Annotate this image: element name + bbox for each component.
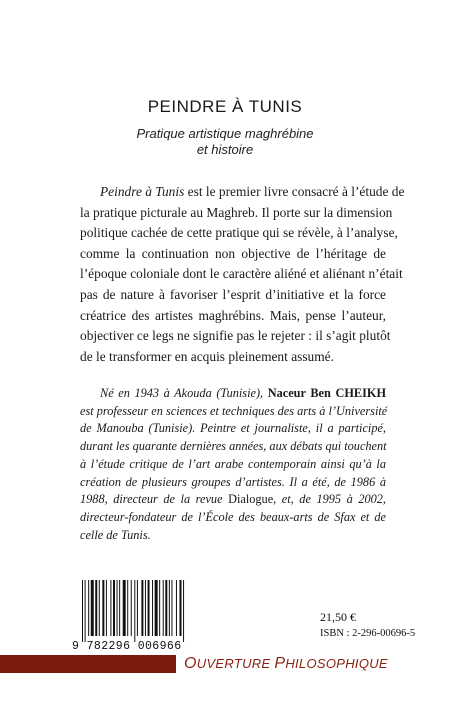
blurb-line: politique cachée de cette pratique qui se révèle, à l’analyse, [80,225,398,241]
price-label: 21,50 € [320,610,356,624]
book-subtitle [0,126,450,158]
bio-line: directeur-fondateur de l’École des beaux-arts de Sfax et de [80,509,386,524]
barcode-image [80,580,220,642]
book-blurb [80,182,405,367]
bio-line: est professeur en sciences et techniques des arts à l’Université [80,403,388,418]
bio-line: Né en 1943 à Akouda (Tunisie), Naceur Ben CHEIKH [100,386,387,400]
blurb-line: comme la continuation non objective de l’héritage de [80,245,386,261]
subtitle-line-2: et histoire [196,142,254,157]
blurb-line: Peindre à Tunis est le premier livre consacré à l’étude de [100,184,405,199]
blurb-line: pas de nature à favoriser l’esprit d’initiative et la force [80,286,386,302]
bio-line: 1988, directeur de la revue Dialogue, et, de 1995 à 2002, [80,492,386,507]
book-title: PEINDRE À TUNIS [147,97,303,116]
bio-line: création de plusieurs groupes d’artistes. Il a été, de 1986 à [80,474,386,489]
collection-name: OUVERTURE PHILOSOPHIQUE [184,655,388,672]
author-bio [80,385,386,544]
journal-name: Dialogue [228,492,274,507]
barcode-digits: 9 782296 006966 [72,640,182,653]
blurb-line: objectiver ce legs ne signifie pas le rejeter : il s’agit plutôt [80,328,391,344]
blurb-line: de le transformer en acquis pleinement assumé. [80,348,334,364]
blurb-line: l’époque coloniale dont le caractère aliéné et aliénant n’était [80,266,403,282]
isbn-label: ISBN : 2-296-00696-5 [320,628,416,639]
bio-line: celle de Tunis. [80,527,151,542]
bio-line: de Manouba (Tunisie). Peintre et journaliste, il a participé, [80,421,386,436]
bio-line: durant les quarante dernières années, aux débats qui touchent [80,439,387,454]
collection-color-bar [0,655,176,673]
author-name: Naceur Ben CHEIKH [267,386,387,400]
subtitle-line-1: Pratique artistique maghrébine [136,126,314,141]
blurb-line: la pratique picturale au Maghreb. Il porte sur la dimension [80,204,393,220]
blurb-book-title: Peindre à Tunis [100,184,185,199]
bio-line: à l’étude critique de l’art arabe contemporain ainsi qu’à la [80,456,386,471]
blurb-line: créatrice des artistes maghrébins. Mais, pense l’auteur, [80,307,386,323]
